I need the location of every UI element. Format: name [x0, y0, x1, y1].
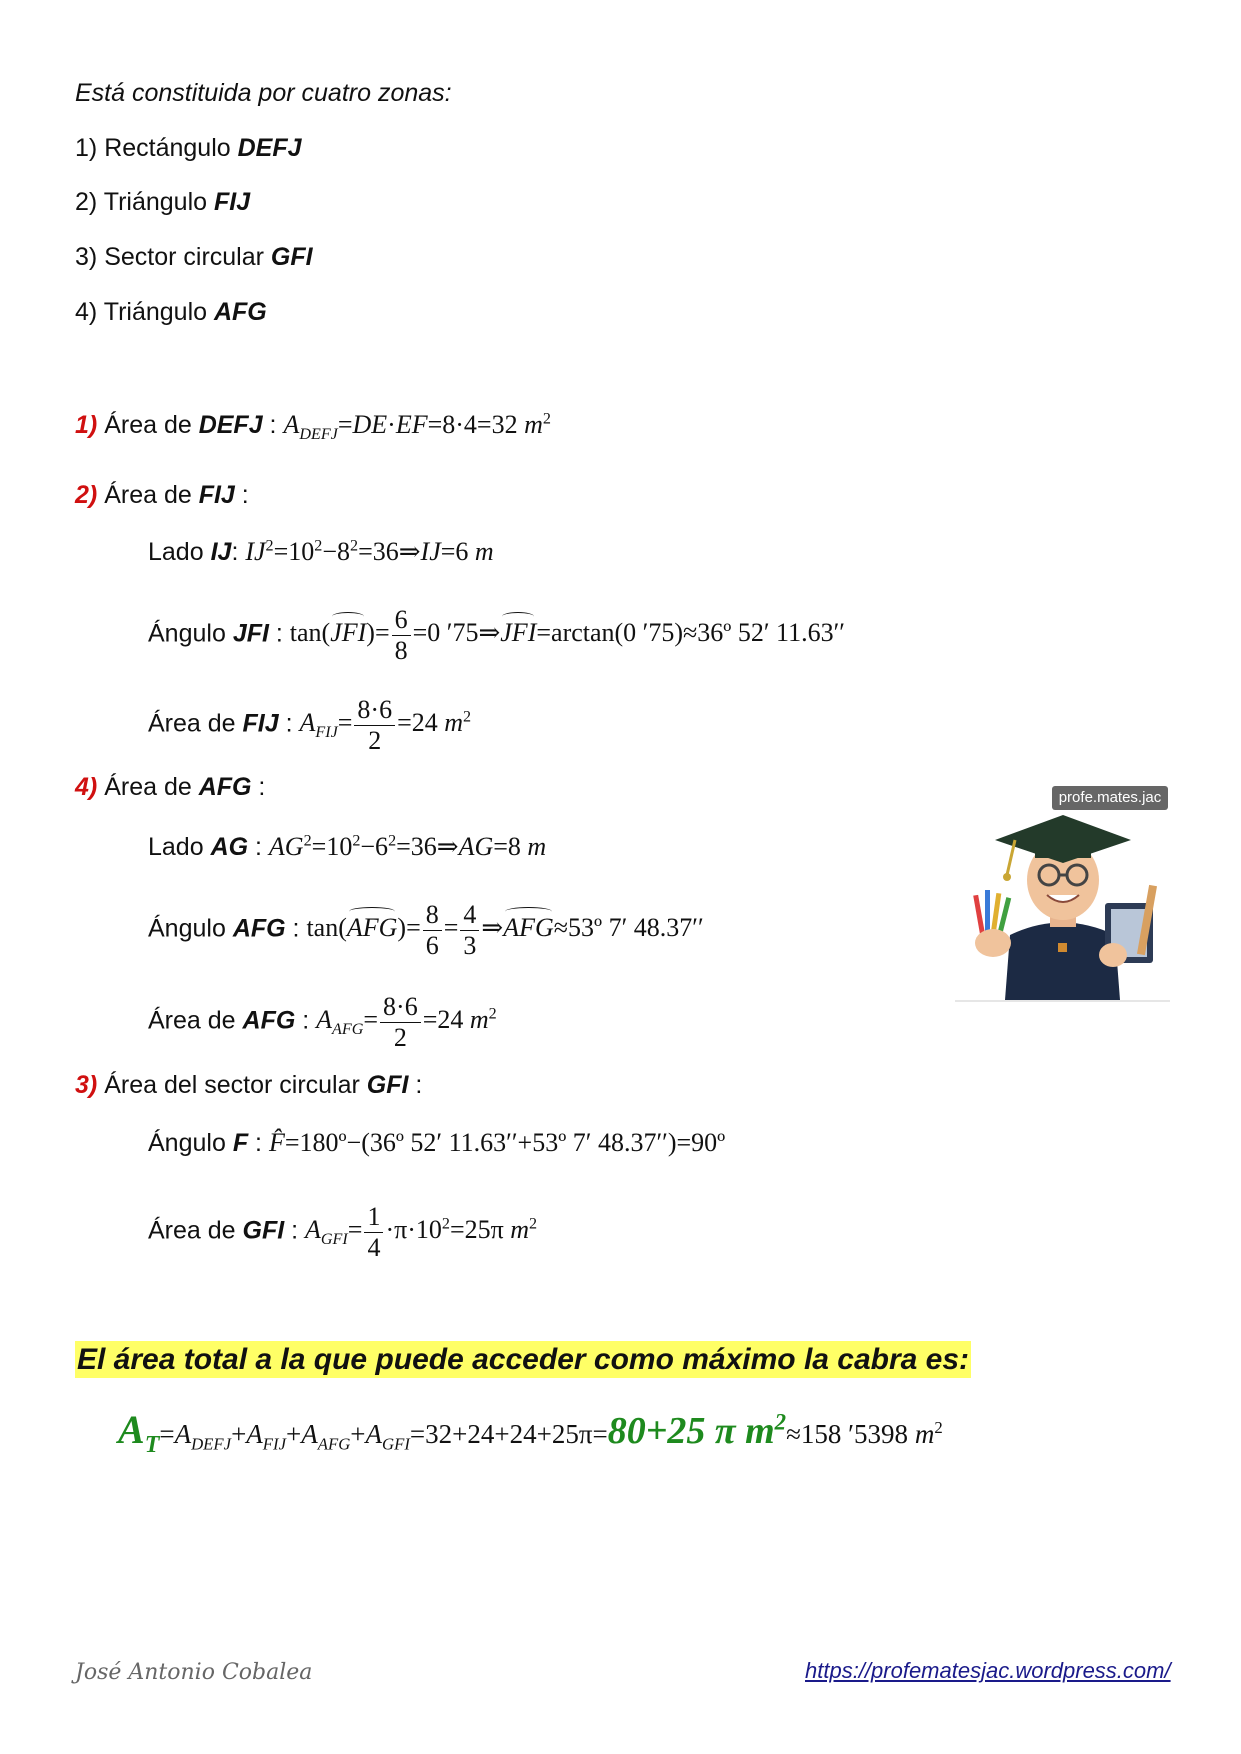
lado-ag: Lado AG : $AG^2=10^2-6^2=36\Rightarrow AG=8$ m — [148, 832, 547, 861]
angulo-jfi: Ángulo JFI : tan(JFI)= $\frac{6}{8}$ =0 ′75⇒JFI=arctan(0 ′75)≈36º 52′ 11.63′′ — [148, 605, 845, 665]
area-gfi: Área de GFI : $A_{GFI}=$ $\frac{1}{4}$ $\cdot\pi\cdot 10^2=25\pi$ $m^2$ — [148, 1202, 538, 1262]
section-4-area-afg: 4) Área de AFG : — [75, 773, 266, 801]
formula-lado-ij: $IJ^2=10^2-8^2=36\Rightarrow IJ=6$ m — [245, 537, 494, 566]
angulo-afg: Ángulo AFG : tan(AFG)= $\frac{8}{6}$ = $\frac{4}{3}$ ⇒AFG≈53º 7′ 48.37′′ — [148, 900, 704, 960]
area-afg: Área de AFG : $A_{AFG}=$ $\frac{8\cdot 6}{2}$ =24 $m^2$ — [148, 992, 497, 1052]
teacher-avatar — [955, 785, 1170, 1005]
angulo-f: Ángulo F : F̂=180º−(36º 52′ 11.63′′+53º 7′ 48.37′′)=90º — [148, 1128, 726, 1157]
formula-angulo-afg: tan(AFG)= $\frac{8}{6}$ = $\frac{4}{3}$ ⇒AFG≈53º 7′ 48.37′′ — [306, 900, 704, 960]
conclusion-banner: El área total a la que puede acceder como máximo la cabra es: — [77, 1343, 970, 1376]
intro-text: Está constituida por cuatro zonas: — [75, 79, 452, 107]
formula-area-afg: $A_{AFG}=$ $\frac{8\cdot 6}{2}$ =24 $m^2$ — [316, 992, 497, 1052]
area-fij: Área de FIJ : $A_{FIJ}=$ $\frac{8\cdot 6}{2}$ =24 $m^2$ — [148, 695, 472, 755]
formula-area-gfi: $A_{GFI}=$ $\frac{1}{4}$ $\cdot\pi\cdot 10^2=25\pi$ $m^2$ — [305, 1202, 538, 1262]
zone-item: 1) Rectángulo DEFJ — [75, 134, 302, 162]
section-1-area-defj: 1) Área de DEFJ : $A_{DEFJ}=DE\cdot EF=8\cdot 4=32$ $m^2$ — [75, 410, 551, 444]
formula-angulo-f: F̂=180º−(36º 52′ 11.63′′+53º 7′ 48.37′′)=90º — [268, 1128, 726, 1157]
section-2-area-fij: 2) Área de FIJ : — [75, 481, 249, 509]
blog-link[interactable]: https://profematesjac.wordpress.com/ — [805, 1658, 1171, 1683]
author-signature: José Antonio Cobalea — [75, 1660, 313, 1685]
formula-angulo-jfi: tan(JFI)= $\frac{6}{8}$ =0 ′75⇒JFI=arctan(0 ′75)≈36º 52′ 11.63′′ — [289, 605, 845, 665]
final-formula: $A_T=A_{DEFJ}+A_{FIJ}+A_{AFG}+A_{GFI}=32+24+24+25\pi=80+25$ π $m^2\approx 158$ ′5398 $m^2$ — [118, 1407, 943, 1458]
avatar-badge: profe.mates.jac — [1052, 786, 1168, 810]
zone-item: 4) Triángulo AFG — [75, 298, 267, 326]
zone-item: 2) Triángulo FIJ — [75, 188, 251, 216]
zone-item: 3) Sector circular GFI — [75, 243, 313, 271]
lado-ij: Lado IJ: $IJ^2=10^2-8^2=36\Rightarrow IJ=6$ m — [148, 537, 494, 566]
final-result: 80+25 π m — [607, 1410, 775, 1452]
final-approx: ≈158 ′5398 — [786, 1419, 909, 1449]
section-3-sector-gfi: 3) Área del sector circular GFI : — [75, 1071, 423, 1099]
formula-area-defj: $A_{DEFJ}=DE\cdot EF=8\cdot 4=32$ $m^2$ — [283, 410, 551, 444]
formula-area-fij: $A_{FIJ}=$ $\frac{8\cdot 6}{2}$ =24 $m^2$ — [299, 695, 472, 755]
formula-lado-ag: $AG^2=10^2-6^2=36\Rightarrow AG=8$ m — [268, 832, 547, 861]
